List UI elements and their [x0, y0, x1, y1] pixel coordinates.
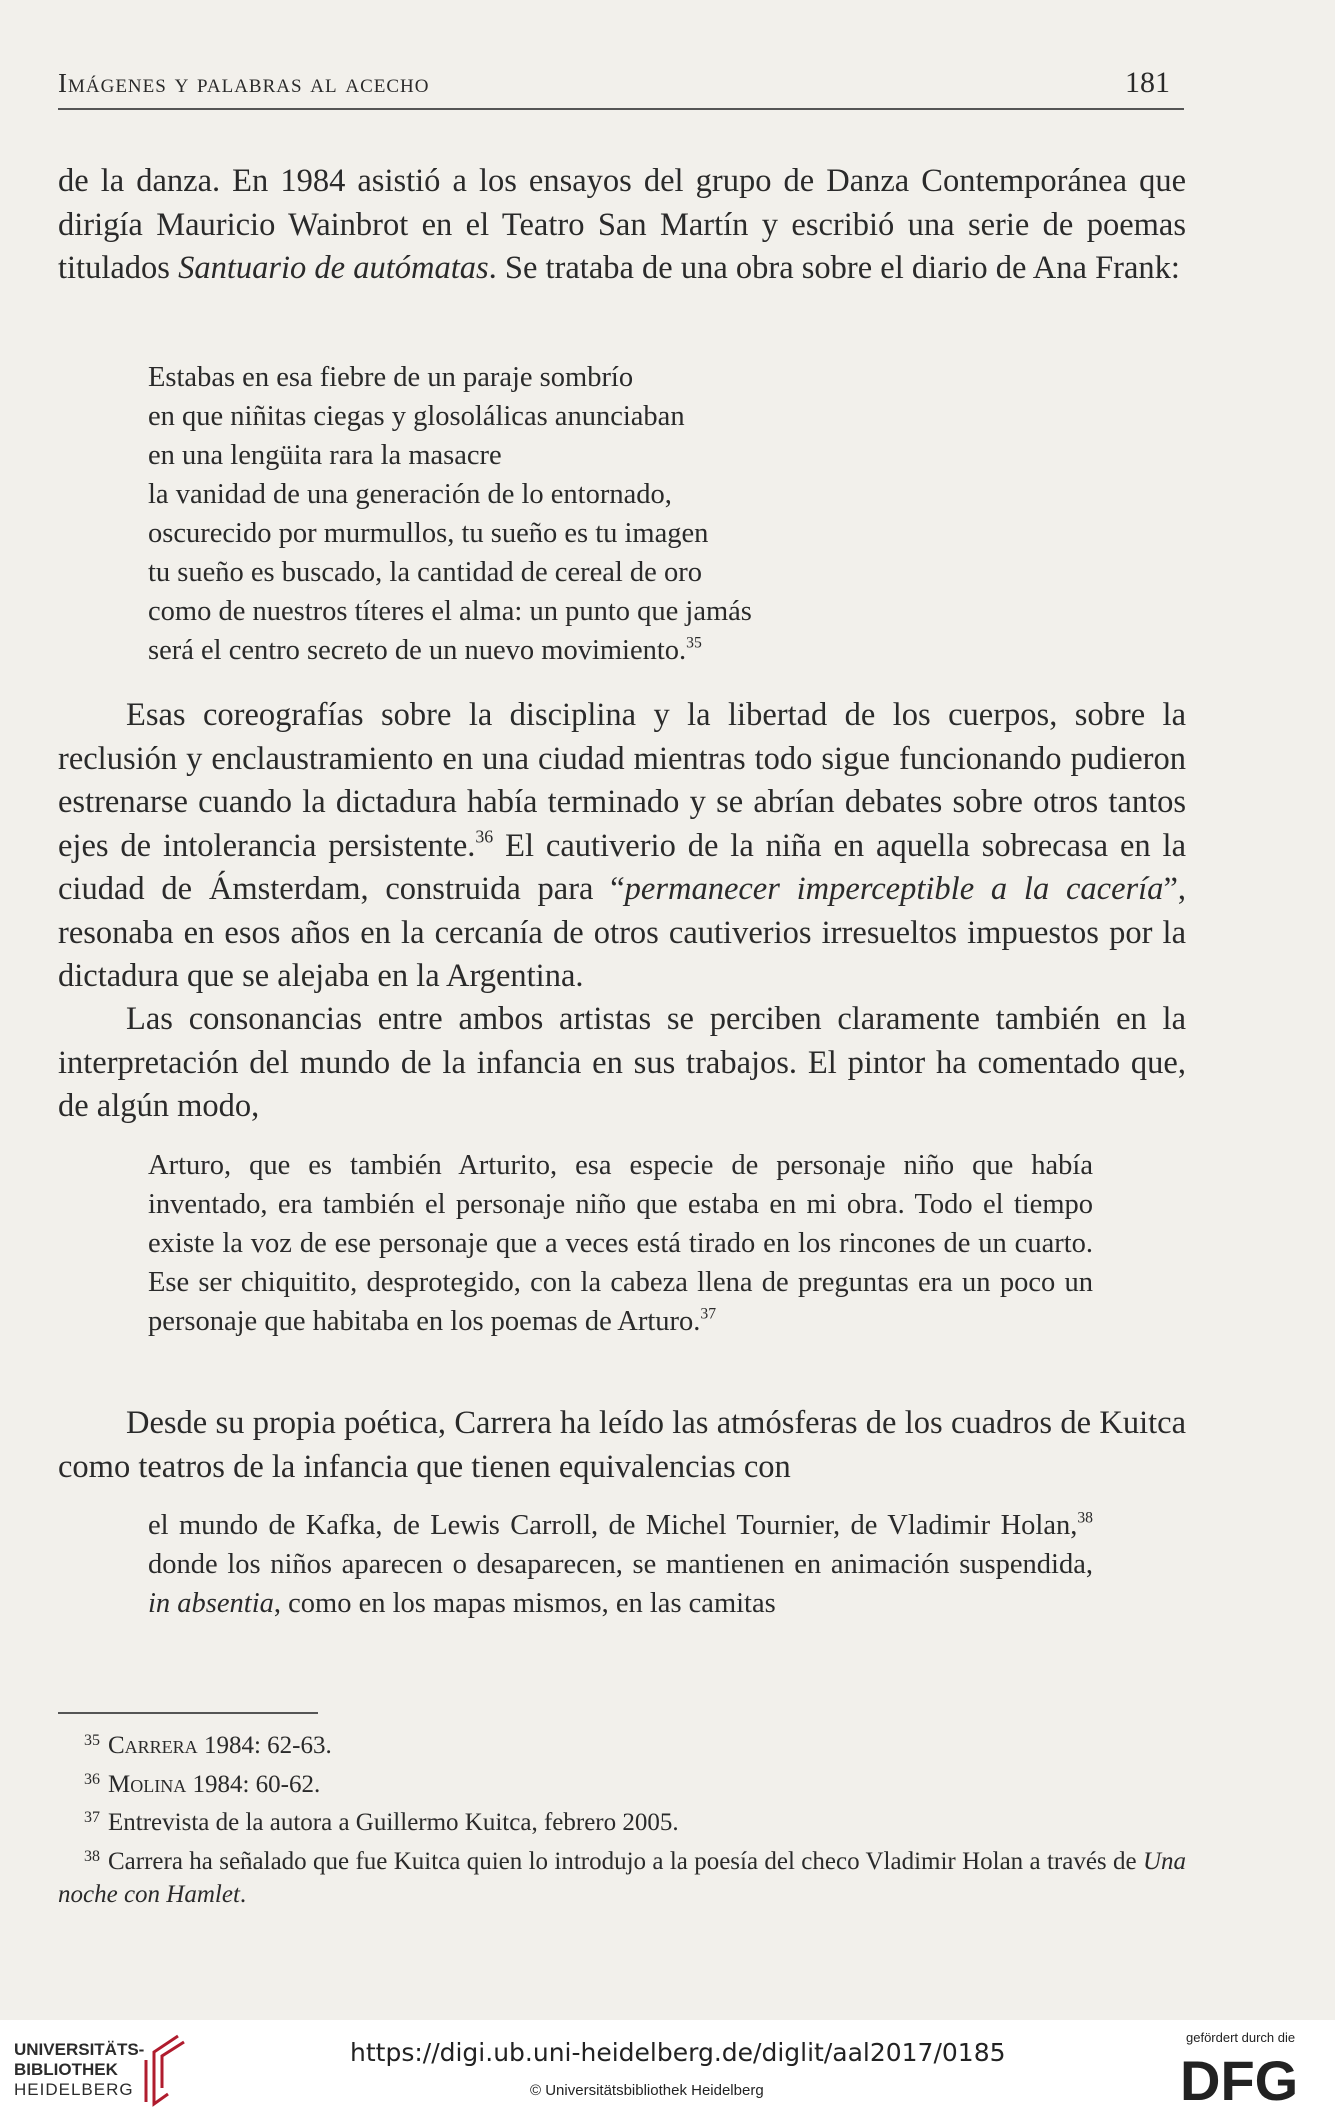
verse-line: Estabas en esa fiebre de un paraje sombrío — [148, 362, 634, 393]
footnote-37: $^{37}$ Entrevista de la autora a Guillermo Kuitca, febrero 2005. — [84, 1809, 679, 1836]
block-quote-carrera: el mundo de Kafka, de Lewis Carroll, de Michel Tournier, de Vladimir Holan,$^{38}$ donde los niños aparecen o desaparecen, se mantienen en animación suspendida, in absentia, como en los mapas mismos, en las camitas — [148, 1509, 1093, 1619]
p1-italic-title: Santuario de autómatas — [178, 250, 489, 286]
verse-line: en que niñitas ciegas y glosolálicas anunciaban — [148, 401, 685, 432]
block-quote-kuitca: Arturo, que es también Arturito, esa especie de personaje niño que había inventado, era también el personaje niño que estaba en mi obra. Todo el tiempo existe la voz de ese personaje que a veces está tirado en los rincones de un cuarto. Ese ser chiquitito, desprotegido, con la cabeza llena de preguntas era un poco un personaje que habitaba en los poemas de Arturo.$^{37}$ — [148, 1150, 1093, 1337]
p1-text-b: . Se trataba de una obra sobre el diario de Ana Frank: — [488, 250, 1180, 286]
footnote-ref-35[interactable]: 35 — [686, 634, 702, 652]
ub-heidelberg-logo[interactable]: UNIVERSITÄTS- BIBLIOTHEK HEIDELBERG — [14, 2040, 145, 2099]
ub-emblem-icon — [140, 2030, 190, 2110]
verse-line: tu sueño es buscado, la cantidad de cereal de oro — [148, 557, 702, 588]
footnote-38: $^{38}$ Carrera ha señalado que fue Kuitca quien lo introdujo a la poesía del checo Vladimir Holan a través de Una noche con Hamlet. — [58, 1847, 1186, 1908]
page-number: 181 — [1125, 66, 1170, 99]
verse-quote — [148, 358, 1093, 670]
dfg-caption: gefördert durch die — [1186, 2030, 1296, 2045]
p1-text-a: de la danza. En 1984 asistió a los ensayos del grupo de Danza Contemporánea que dirigía Mauricio Wainbrot en el Teatro San Martín y escribió una serie de poemas titulados — [58, 163, 1186, 286]
paragraph-2: Esas coreografías sobre la disciplina y la libertad de los cuerpos, sobre la reclusión y enclaustramiento en una ciudad mientras todo sigue funcionando pudieron estrenarse cuando la dictadura había terminado y se abrían debates sobre otros tantos ejes de intolerancia persistente.$^{36}$ El cautiverio de la niña en aquella sobrecasa en la ciudad de Ámsterdam, construida para “permanecer imperceptible a la cacería”, resonaba en esos años en la cercanía de otros cautiverios irresueltos impuestos por la dictadura que se alejaba en la Argentina. — [58, 697, 1186, 994]
running-header — [58, 62, 1184, 110]
dfg-logo-text: DFG — [1180, 2049, 1299, 2108]
paragraph-3: Las consonancias entre ambos artistas se perciben claramente también en la interpretación del mundo de la infancia en sus trabajos. El pintor ha comentado que, de algún modo, — [58, 1001, 1186, 1124]
verse-line: la vanidad de una generación de lo entornado, — [148, 479, 672, 510]
p2-italic-quote: permanecer imperceptible a la cacería — [624, 871, 1164, 907]
running-title: Imágenes y palabras al acecho — [58, 68, 430, 98]
verse-line: oscurecido por murmullos, tu sueño es tu imagen — [148, 518, 709, 549]
paragraph-1 — [58, 160, 1186, 291]
footnote-ref-37[interactable]: 37 — [700, 1305, 717, 1323]
dfg-logo-icon[interactable] — [1178, 2048, 1328, 2108]
footnote-ref-38[interactable]: 38 — [1077, 1509, 1093, 1527]
source-url-link[interactable]: https://digi.ub.uni-heidelberg.de/diglit/aal2017/0185 — [350, 2038, 1006, 2067]
footnotes — [58, 1724, 1186, 1912]
footnote-divider — [58, 1712, 318, 1714]
verse-line: en una lengüita rara la masacre — [148, 440, 502, 471]
footnote-35: $^{35}$ Carrera 1984: 62-63. — [84, 1732, 332, 1759]
footnote-ref-36[interactable]: 36 — [475, 826, 494, 847]
footnote-36: $^{36}$ Molina 1984: 60-62. — [84, 1770, 321, 1798]
verse-line: será el centro secreto de un nuevo movimiento.$^{35}$ — [148, 634, 702, 666]
paragraph-4: Desde su propia poética, Carrera ha leído las atmósferas de los cuadros de Kuitca como teatros de la infancia que tienen equivalencias con — [58, 1405, 1186, 1485]
digitization-footer — [0, 2020, 1335, 2118]
verse-line: como de nuestros títeres el alma: un punto que jamás — [148, 596, 752, 627]
copyright-notice: © Universitätsbibliothek Heidelberg — [530, 2082, 764, 2099]
